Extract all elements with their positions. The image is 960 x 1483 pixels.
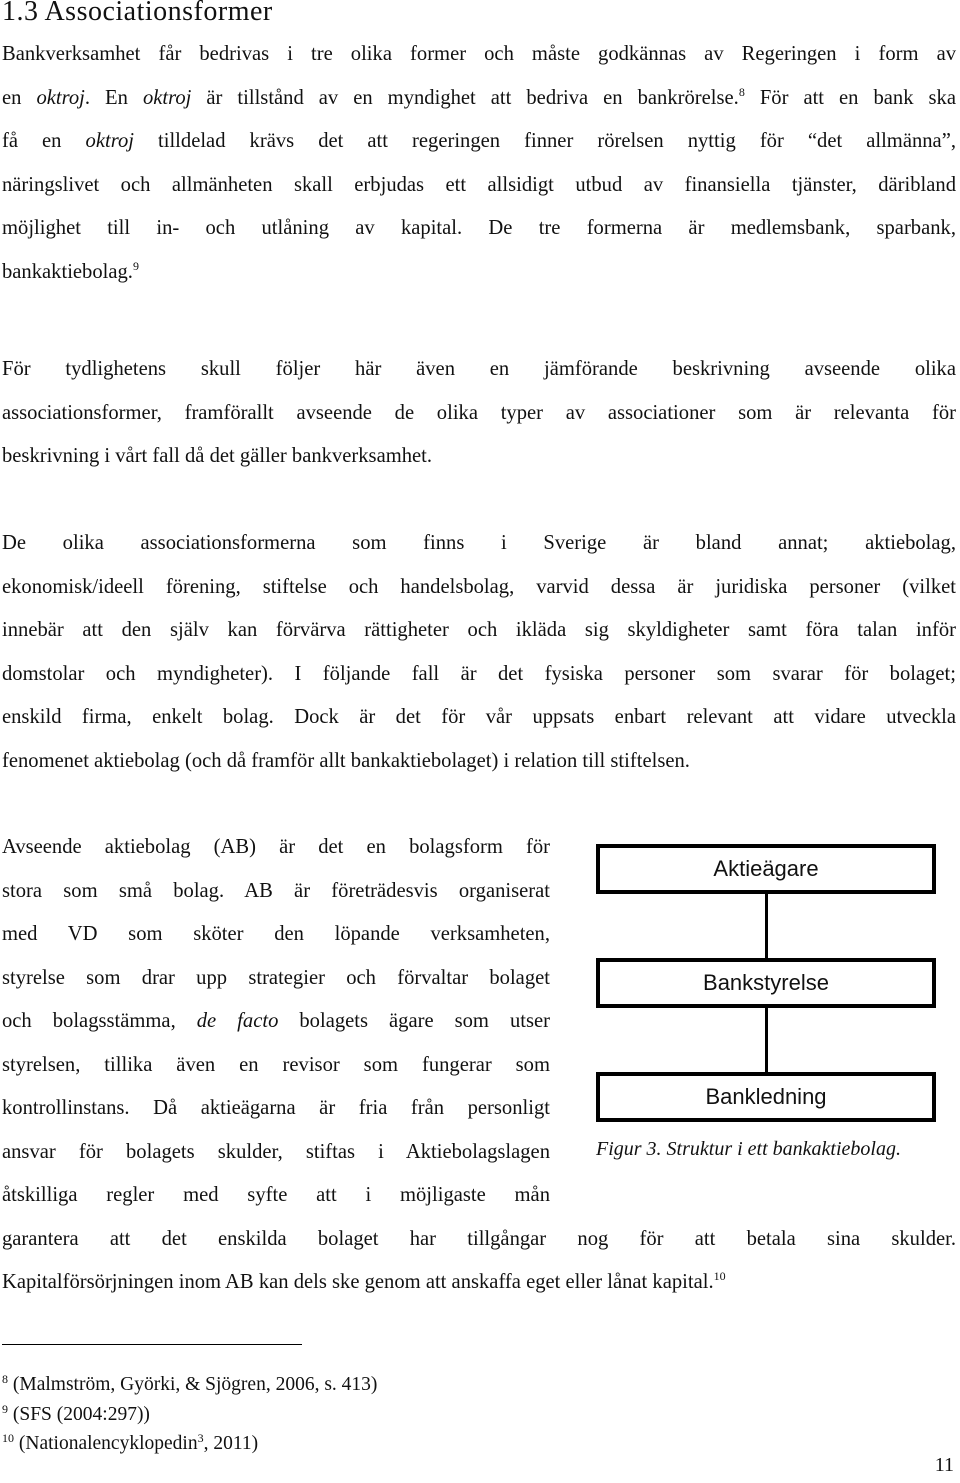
box-aktieagare: Aktieägare (596, 844, 936, 894)
text-line: Bankverksamhet får bedrivas i tre olika former och måste godkännas av Regeringen i form av (2, 43, 956, 65)
text-line: styrelse som drar upp strategier och förvaltar bolaget (2, 966, 550, 989)
section-title: 1.3 Associationsformer (2, 0, 273, 27)
text-line: enskild firma, enkelt bolag. Dock är det för vår uppsats enbart relevant att vidare utveckla (2, 706, 956, 728)
text-line: garantera att det enskilda bolaget har tillgångar nog för att betala sina skulder. (2, 1227, 956, 1250)
text-line: fenomenet aktiebolag (och då framför allt bankaktiebolaget) i relation till stiftelsen. (2, 749, 690, 772)
italic-term: de facto (196, 1010, 279, 1032)
text-line: möjlighet till in- och utlåning av kapital. De tre formerna är medlemsbank, sparbank, (2, 217, 956, 239)
text-line: innebär att den själv kan förvärva rättigheter och ikläda sig skyldigheter samt föra talan inför (2, 619, 956, 641)
footnote-text: (Malmström, Györki, & Sjögren, 2006, s. 413) (8, 1374, 378, 1395)
text-line: stora som små bolag. AB är företrädesvis organiserat (2, 879, 550, 902)
footnote-9 (2, 1404, 150, 1426)
footnote-text: , 2011) (203, 1433, 259, 1454)
text-line (2, 1261, 956, 1305)
paragraph-aktiebolag (2, 826, 956, 1305)
figure-caption: Figur 3. Struktur i ett bankaktiebolag. (596, 1138, 901, 1160)
text-run: Kapitalförsörjningen inom AB kan dels ske genom att anskaffa eget eller lånat kapital. (2, 1271, 714, 1293)
text-line (2, 120, 956, 164)
paragraph-bankverksamhet (2, 33, 956, 294)
paragraph-tydlighet (2, 348, 956, 479)
box-bankstyrelse: Bankstyrelse (596, 958, 936, 1008)
text-line: ansvar för bolagets skulder, stiftas i Aktiebolagslagen (2, 1140, 550, 1163)
text-run: bolagets ägare som utser (278, 1010, 550, 1032)
text-run: är tillstånd av en myndighet att bedriva en bankrörelse. (191, 86, 739, 109)
footnote-text: (Nationalencyklopedin (14, 1433, 198, 1454)
page-number: 11 (934, 1454, 954, 1476)
footnote-8 (2, 1374, 377, 1396)
text-run: För att en bank ska (744, 86, 956, 109)
italic-term: oktroj (85, 130, 134, 152)
footnote-text: (SFS (2004:297)) (8, 1404, 150, 1425)
edition-superscript: 3 (197, 1431, 204, 1445)
text-line: näringslivet och allmänheten skall erbjudas ett allsidigt utbud av finansiella tjänster, däribland (2, 173, 956, 196)
text-run: en (2, 86, 37, 109)
text-line: styrelsen, tillika även en revisor som fungerar som (2, 1053, 550, 1076)
text-run: och bolagsstämma, (2, 1010, 197, 1032)
text-run: tilldelad krävs det att regeringen finner rörelsen nyttig för “det allmänna”, (133, 130, 956, 152)
text-line: För tydlighetens skull följer här även en jämförande beskrivning avseende olika (2, 358, 956, 380)
italic-term: oktroj (142, 86, 192, 109)
text-line: Avseende aktiebolag (AB) är det en bolagsform för (2, 836, 550, 858)
text-run: få en (2, 130, 86, 152)
footnote-number: 9 (2, 1402, 8, 1416)
text-line (2, 77, 956, 121)
paragraph-associationsformer (2, 522, 956, 783)
text-line: åtskilliga regler med syfte att i möjligaste mån (2, 1184, 550, 1206)
box-bankledning: Bankledning (596, 1072, 936, 1122)
italic-term: oktroj (36, 86, 85, 109)
footnote-ref-10: 10 (713, 1269, 726, 1283)
footnote-ref-8: 8 (738, 84, 745, 99)
text-line: De olika associationsformerna som finns i Sverige är bland annat; aktiebolag, (2, 532, 956, 554)
text-line (2, 251, 956, 295)
text-line: associationsformer, framförallt avseende de olika typer av associationer som är relevanta för (2, 401, 956, 424)
footnote-number: 8 (2, 1372, 8, 1386)
text-line: domstolar och myndigheter). I följande fall är det fysiska personer som svarar för bolaget; (2, 662, 956, 685)
text-run: bankaktiebolag. (2, 260, 133, 283)
text-line: ekonomisk/ideell förening, stiftelse och handelsbolag, varvid dessa är juridiska personer (vilket (2, 575, 956, 598)
connector-line (765, 1008, 768, 1072)
footnote-10 (2, 1433, 258, 1455)
text-line: kontrollinstans. Då aktieägarna är fria från personligt (2, 1097, 550, 1119)
text-line (2, 1000, 550, 1044)
connector-line (765, 894, 768, 958)
footnote-ref-9: 9 (132, 258, 139, 273)
text-line: med VD som sköter den löpande verksamheten, (2, 923, 550, 945)
text-line: beskrivning i vårt fall då det gäller bankverksamhet. (2, 445, 433, 467)
footnote-number: 10 (2, 1431, 14, 1445)
text-run: . En (84, 86, 143, 109)
footnote-separator (2, 1344, 302, 1345)
